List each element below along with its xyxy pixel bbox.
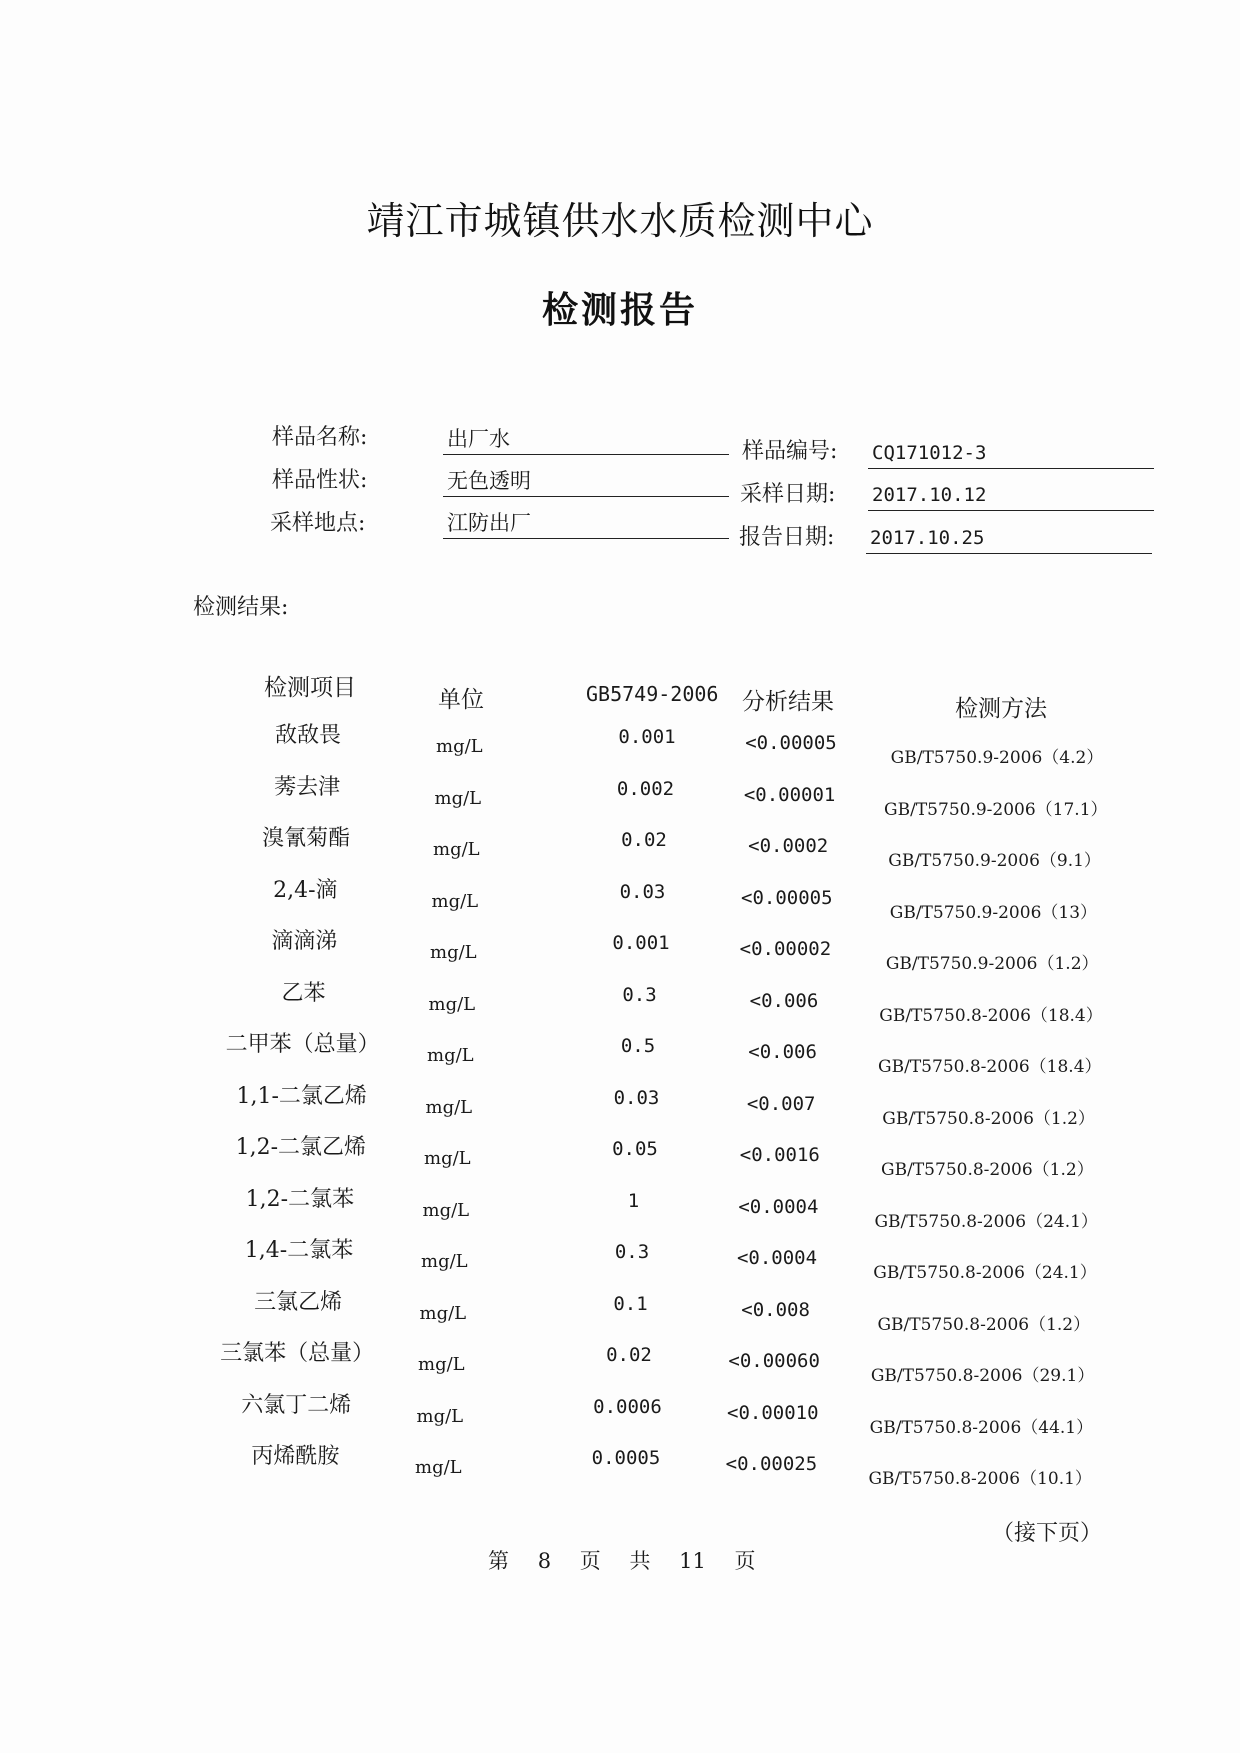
unit-cell: mg/L [425, 1096, 473, 1118]
sampling-date-value: 2017.10.12 [868, 480, 1154, 511]
sample-id-value: CQ171012-3 [868, 438, 1154, 469]
unit-cell: mg/L [422, 1199, 470, 1221]
total-prefix: 共 [629, 1549, 651, 1573]
item-cell: 三氯苯（总量） [220, 1341, 375, 1366]
item-cell: 敌敌畏 [274, 723, 341, 748]
item-cell: 1,2-二氯苯 [245, 1186, 355, 1212]
item-cell: 二甲苯（总量） [225, 1032, 380, 1057]
limit-cell: 0.001 [618, 726, 676, 748]
column-header-unit: 单位 [438, 687, 484, 713]
method-cell: GB/T5750.8-2006（44.1） [869, 1417, 1094, 1438]
item-cell: 溴氰菊酯 [262, 826, 351, 851]
result-cell: <0.00025 [725, 1453, 818, 1475]
limit-cell: 0.03 [613, 1086, 660, 1109]
sample-name-value: 出厂水 [443, 424, 729, 455]
method-cell: GB/T5750.8-2006（18.4） [879, 1005, 1103, 1026]
result-cell: <0.0016 [739, 1144, 820, 1166]
report-title: 检测报告 [541, 289, 698, 331]
total-pages: 11 [679, 1549, 706, 1573]
item-cell: 1,2-二氯乙烯 [235, 1135, 366, 1160]
unit-cell: mg/L [419, 1302, 467, 1324]
method-cell: GB/T5750.9-2006（4.2） [890, 748, 1104, 768]
result-cell: <0.0004 [736, 1247, 818, 1269]
results-section-label: 检测结果: [193, 595, 289, 620]
limit-cell: 0.1 [613, 1292, 648, 1315]
limit-cell: 0.001 [612, 932, 670, 954]
unit-cell: mg/L [428, 993, 476, 1015]
sampling-location-value: 江防出厂 [443, 508, 729, 539]
unit-cell: mg/L [418, 1354, 465, 1375]
method-cell: GB/T5750.8-2006（18.4） [878, 1057, 1102, 1077]
unit-cell: mg/L [416, 1405, 464, 1427]
item-cell: 六氯丁二烯 [241, 1392, 352, 1418]
sample-id-label: 样品编号: [742, 439, 838, 464]
item-cell: 1,1-二氯乙烯 [236, 1083, 367, 1109]
limit-cell: 0.5 [620, 1035, 656, 1057]
limit-cell: 0.02 [621, 829, 667, 851]
unit-cell: mg/L [433, 839, 480, 860]
unit-cell: mg/L [415, 1457, 462, 1478]
limit-cell: 0.05 [612, 1138, 658, 1160]
item-cell: 丙烯酰胺 [251, 1444, 340, 1469]
result-cell: <0.00001 [743, 783, 836, 806]
page-prefix: 第 [488, 1549, 509, 1573]
limit-cell: 0.0005 [591, 1447, 661, 1469]
result-cell: <0.008 [741, 1298, 810, 1321]
report-date-label: 报告日期: [739, 525, 835, 550]
unit-cell: mg/L [424, 1148, 471, 1169]
limit-cell: 0.002 [616, 777, 675, 800]
limit-cell: 1 [627, 1189, 640, 1212]
result-cell: <0.0004 [738, 1195, 819, 1218]
method-cell: GB/T5750.9-2006（17.1） [884, 799, 1108, 820]
unit-cell: mg/L [431, 890, 479, 912]
method-cell: GB/T5750.8-2006（1.2） [882, 1108, 1095, 1129]
method-cell: GB/T5750.8-2006（24.1） [873, 1263, 1097, 1283]
sample-state-label: 样品性状: [272, 468, 368, 493]
page-number: 8 [537, 1549, 552, 1573]
column-header-item: 检测项目 [264, 675, 356, 701]
organization-title: 靖江市城镇供水水质检测中心 [366, 199, 874, 243]
method-cell: GB/T5750.9-2006（9.1） [888, 851, 1101, 871]
result-cell: <0.006 [749, 989, 819, 1012]
unit-cell: mg/L [430, 942, 477, 963]
method-cell: GB/T5750.9-2006（13） [889, 902, 1098, 923]
column-header-limit: GB5749-2006 [586, 682, 719, 706]
item-cell: 三氯乙烯 [254, 1289, 343, 1315]
sampling-location-label: 采样地点: [270, 511, 366, 536]
result-cell: <0.00005 [745, 732, 837, 754]
method-cell: GB/T5750.8-2006（24.1） [874, 1211, 1098, 1232]
limit-cell: 0.3 [614, 1241, 650, 1263]
item-cell: 乙苯 [281, 980, 326, 1006]
page-mid: 页 [579, 1549, 601, 1573]
column-header-method: 检测方法 [955, 696, 1047, 722]
limit-cell: 0.03 [619, 880, 666, 903]
sample-state-value: 无色透明 [443, 466, 729, 497]
page-suffix: 页 [734, 1549, 756, 1573]
sample-name-label: 样品名称: [272, 425, 368, 450]
method-cell: GB/T5750.8-2006（29.1） [870, 1366, 1095, 1386]
continued-note: （接下页） [992, 1521, 1103, 1546]
result-cell: <0.00010 [727, 1401, 819, 1424]
method-cell: GB/T5750.8-2006（1.2） [877, 1314, 1091, 1335]
item-cell: 2,4-滴 [273, 877, 338, 903]
method-cell: GB/T5750.8-2006（10.1） [868, 1469, 1092, 1489]
method-cell: GB/T5750.8-2006（1.2） [881, 1160, 1094, 1180]
unit-cell: mg/L [427, 1045, 474, 1066]
method-cell: GB/T5750.9-2006（1.2） [885, 954, 1099, 974]
item-cell: 滴滴涕 [271, 929, 338, 954]
unit-cell: mg/L [434, 787, 482, 809]
limit-cell: 0.3 [622, 983, 657, 1006]
result-cell: <0.006 [748, 1041, 817, 1063]
result-cell: <0.00060 [728, 1350, 820, 1372]
report-date-value: 2017.10.25 [866, 523, 1152, 554]
unit-cell: mg/L [436, 736, 483, 757]
item-cell: 莠去津 [274, 774, 341, 800]
limit-cell: 0.0006 [593, 1395, 662, 1418]
item-cell: 1,4-二氯苯 [244, 1238, 354, 1263]
limit-cell: 0.02 [606, 1344, 652, 1366]
result-cell: <0.007 [746, 1092, 816, 1115]
result-cell: <0.00002 [739, 938, 832, 960]
column-header-result: 分析结果 [742, 689, 834, 715]
page-number-footer [488, 1545, 756, 1575]
sampling-date-label: 采样日期: [740, 482, 836, 507]
result-cell: <0.0002 [748, 835, 829, 857]
unit-cell: mg/L [421, 1251, 468, 1272]
result-cell: <0.00005 [741, 886, 833, 909]
